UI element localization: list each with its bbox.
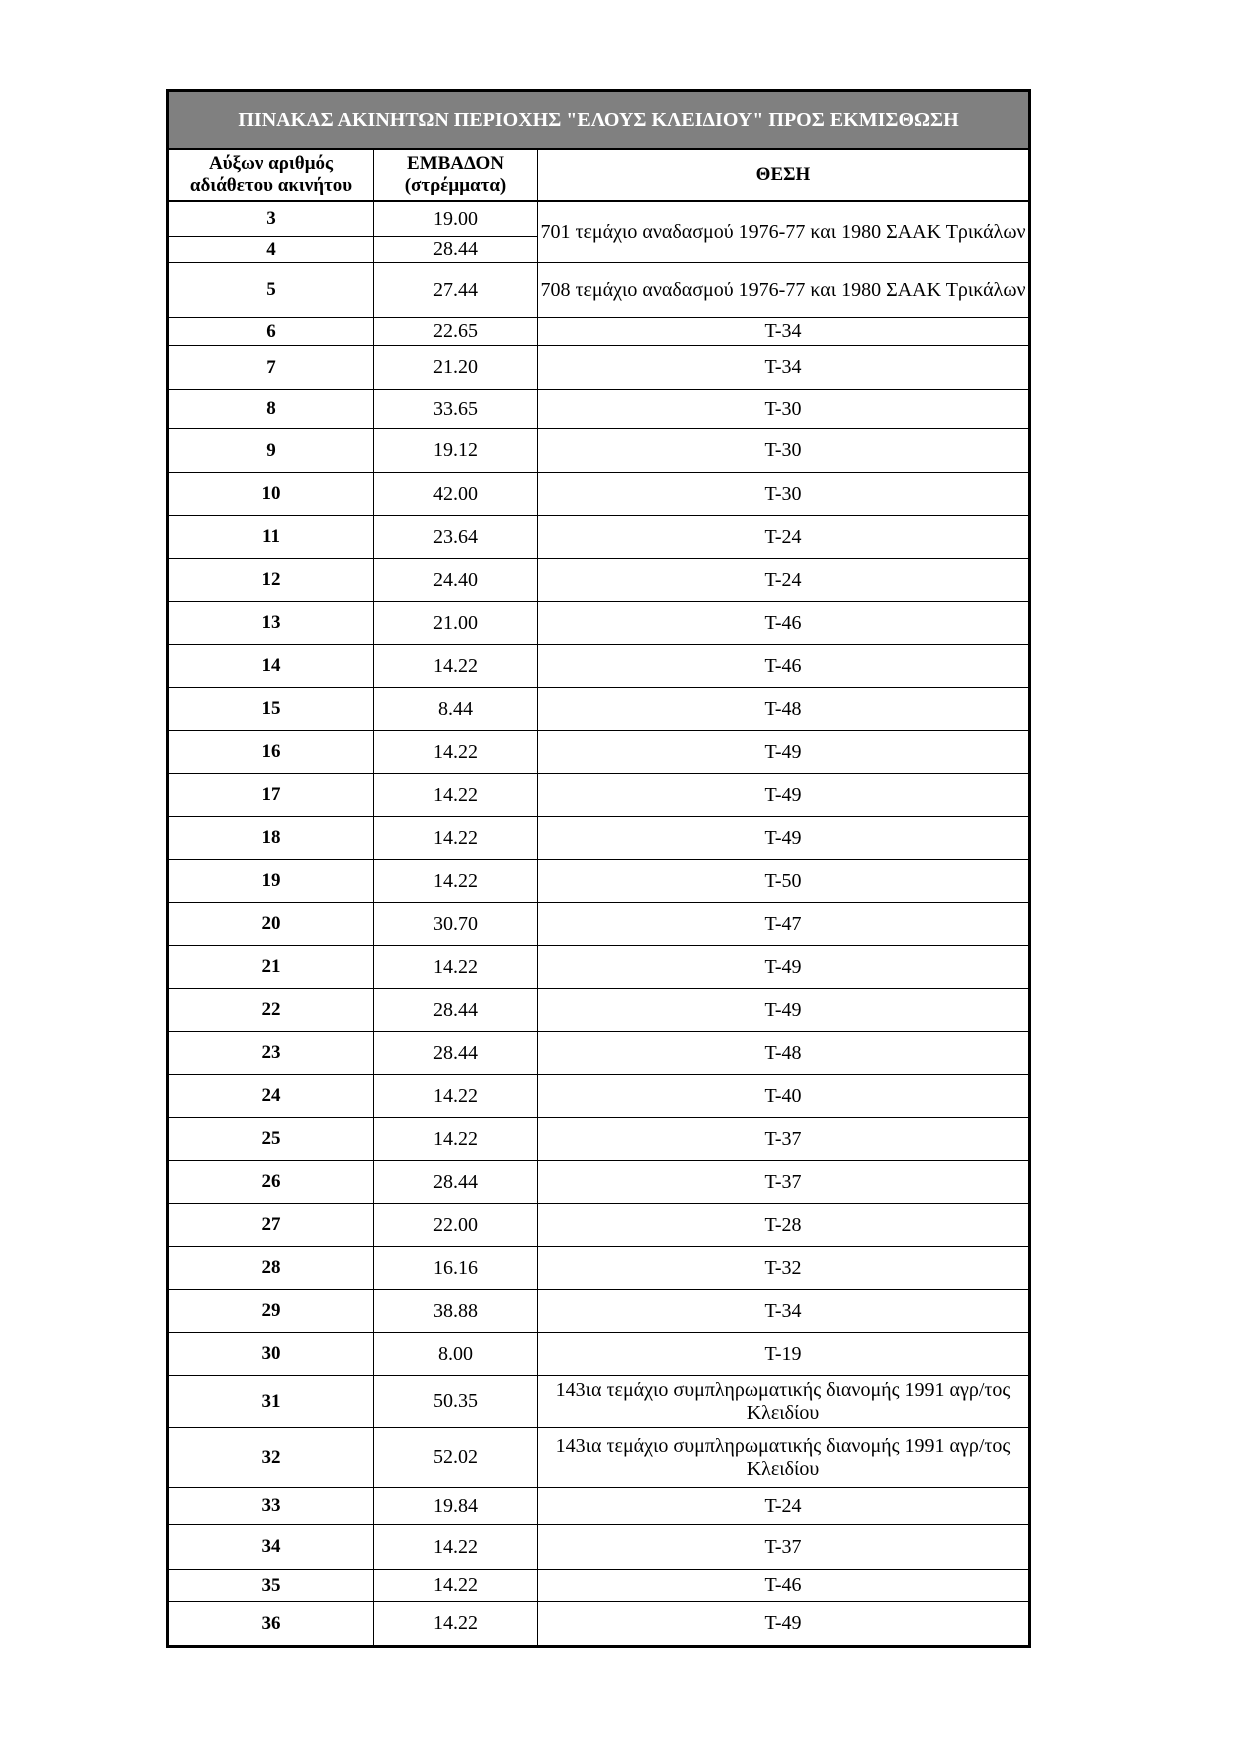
area-cell: 14.22 (374, 1602, 538, 1647)
table-row (168, 559, 1030, 602)
location-cell: Τ-30 (538, 429, 1030, 473)
location-cell: Τ-24 (538, 516, 1030, 559)
location-cell: 708 τεμάχιο αναδασμού 1976-77 και 1980 ΣΑΑΚ Τρικάλων (538, 263, 1030, 318)
document-page (166, 89, 1028, 1648)
header-area-line-2: (στρέμματα) (404, 174, 507, 196)
location-cell: Τ-49 (538, 1602, 1030, 1647)
table-row (168, 1032, 1030, 1075)
area-cell: 52.02 (374, 1428, 538, 1488)
location-cell: Τ-49 (538, 817, 1030, 860)
row-number-cell: 16 (168, 731, 374, 774)
area-cell: 28.44 (374, 237, 538, 263)
table-row (168, 1333, 1030, 1376)
row-number-cell: 34 (168, 1525, 374, 1570)
area-cell: 27.44 (374, 263, 538, 318)
row-number-cell: 7 (168, 346, 374, 390)
area-cell: 24.40 (374, 559, 538, 602)
area-cell: 28.44 (374, 1161, 538, 1204)
location-cell: Τ-48 (538, 1032, 1030, 1075)
area-cell: 14.22 (374, 1525, 538, 1570)
location-cell: Τ-34 (538, 318, 1030, 346)
row-number-cell: 11 (168, 516, 374, 559)
row-number-cell: 26 (168, 1161, 374, 1204)
location-cell: Τ-48 (538, 688, 1030, 731)
row-number-cell: 27 (168, 1204, 374, 1247)
area-cell: 8.44 (374, 688, 538, 731)
location-cell: Τ-37 (538, 1161, 1030, 1204)
location-cell: Τ-34 (538, 1290, 1030, 1333)
table-header-row (168, 149, 1030, 201)
table-row (168, 946, 1030, 989)
table-row (168, 989, 1030, 1032)
table-row (168, 1570, 1030, 1602)
area-cell: 50.35 (374, 1376, 538, 1428)
area-cell: 14.22 (374, 645, 538, 688)
area-cell: 14.22 (374, 774, 538, 817)
row-number-cell: 8 (168, 390, 374, 429)
area-cell: 16.16 (374, 1247, 538, 1290)
table-body (168, 201, 1030, 1647)
row-number-cell: 28 (168, 1247, 374, 1290)
header-area-line-1: ΕΜΒΑΔΟΝ (407, 153, 504, 175)
table-row (168, 903, 1030, 946)
row-number-cell: 12 (168, 559, 374, 602)
location-cell: Τ-24 (538, 559, 1030, 602)
area-cell: 33.65 (374, 390, 538, 429)
row-number-cell: 36 (168, 1602, 374, 1647)
table-row (168, 860, 1030, 903)
row-number-cell: 23 (168, 1032, 374, 1075)
location-cell: Τ-32 (538, 1247, 1030, 1290)
header-number-line-1: Αύξων αριθμός (208, 153, 334, 175)
table-row (168, 429, 1030, 473)
location-cell: 143ια τεμάχιο συμπληρωματικής διανομής 1991 αγρ/τος Κλειδίου (538, 1428, 1030, 1488)
location-cell: 701 τεμάχιο αναδασμού 1976-77 και 1980 ΣΑΑΚ Τρικάλων (538, 201, 1030, 263)
location-cell: Τ-49 (538, 774, 1030, 817)
area-cell: 19.84 (374, 1488, 538, 1525)
location-cell: Τ-34 (538, 346, 1030, 390)
table-row (168, 346, 1030, 390)
row-number-cell: 4 (168, 237, 374, 263)
table-row (168, 390, 1030, 429)
row-number-cell: 32 (168, 1428, 374, 1488)
location-cell: Τ-40 (538, 1075, 1030, 1118)
row-number-cell: 25 (168, 1118, 374, 1161)
row-number-cell: 9 (168, 429, 374, 473)
row-number-cell: 19 (168, 860, 374, 903)
table-row (168, 1488, 1030, 1525)
row-number-cell: 20 (168, 903, 374, 946)
table-row (168, 318, 1030, 346)
row-number-cell: 31 (168, 1376, 374, 1428)
location-cell: Τ-46 (538, 602, 1030, 645)
area-cell: 22.00 (374, 1204, 538, 1247)
area-cell: 14.22 (374, 1570, 538, 1602)
table-row (168, 602, 1030, 645)
row-number-cell: 17 (168, 774, 374, 817)
table-title: ΠΙΝΑΚΑΣ ΑΚΙΝΗΤΩΝ ΠΕΡΙΟΧΗΣ "ΕΛΟΥΣ ΚΛΕΙΔΙΟΥ" ΠΡΟΣ ΕΚΜΙΣΘΩΣΗ (168, 91, 1030, 149)
row-number-cell: 13 (168, 602, 374, 645)
row-number-cell: 18 (168, 817, 374, 860)
table-row (168, 1075, 1030, 1118)
table-row (168, 1290, 1030, 1333)
area-cell: 23.64 (374, 516, 538, 559)
table-row (168, 263, 1030, 318)
row-number-cell: 21 (168, 946, 374, 989)
location-cell: Τ-46 (538, 1570, 1030, 1602)
area-cell: 21.00 (374, 602, 538, 645)
table-row (168, 1204, 1030, 1247)
area-cell: 14.22 (374, 817, 538, 860)
table-row (168, 201, 1030, 237)
row-number-cell: 14 (168, 645, 374, 688)
location-cell: Τ-47 (538, 903, 1030, 946)
location-cell: Τ-37 (538, 1525, 1030, 1570)
table-row (168, 645, 1030, 688)
area-cell: 30.70 (374, 903, 538, 946)
row-number-cell: 15 (168, 688, 374, 731)
location-cell: Τ-19 (538, 1333, 1030, 1376)
header-number-line-2: αδιάθετου ακινήτου (189, 174, 353, 196)
table-row (168, 1376, 1030, 1428)
area-cell: 21.20 (374, 346, 538, 390)
location-cell: Τ-37 (538, 1118, 1030, 1161)
location-cell: Τ-49 (538, 989, 1030, 1032)
area-cell: 42.00 (374, 473, 538, 516)
area-cell: 38.88 (374, 1290, 538, 1333)
table-row (168, 774, 1030, 817)
row-number-cell: 6 (168, 318, 374, 346)
row-number-cell: 22 (168, 989, 374, 1032)
area-cell: 28.44 (374, 989, 538, 1032)
table-row (168, 688, 1030, 731)
table-row (168, 1118, 1030, 1161)
header-location: ΘΕΣΗ (538, 149, 1030, 201)
header-number (168, 149, 374, 201)
location-cell: Τ-30 (538, 390, 1030, 429)
row-number-cell: 29 (168, 1290, 374, 1333)
area-cell: 28.44 (374, 1032, 538, 1075)
row-number-cell: 30 (168, 1333, 374, 1376)
area-cell: 14.22 (374, 946, 538, 989)
row-number-cell: 10 (168, 473, 374, 516)
location-cell: Τ-24 (538, 1488, 1030, 1525)
table-row (168, 1602, 1030, 1647)
row-number-cell: 24 (168, 1075, 374, 1118)
location-cell: Τ-49 (538, 731, 1030, 774)
table-row (168, 1525, 1030, 1570)
table-row (168, 1247, 1030, 1290)
area-cell: 8.00 (374, 1333, 538, 1376)
table-row (168, 473, 1030, 516)
table-row (168, 817, 1030, 860)
location-cell: Τ-49 (538, 946, 1030, 989)
table-row (168, 516, 1030, 559)
area-cell: 22.65 (374, 318, 538, 346)
row-number-cell: 35 (168, 1570, 374, 1602)
area-cell: 14.22 (374, 731, 538, 774)
location-cell: Τ-50 (538, 860, 1030, 903)
properties-table (166, 89, 1031, 1648)
location-cell: 143ια τεμάχιο συμπληρωματικής διανομής 1991 αγρ/τος Κλειδίου (538, 1376, 1030, 1428)
header-area (374, 149, 538, 201)
location-cell: Τ-28 (538, 1204, 1030, 1247)
row-number-cell: 3 (168, 201, 374, 237)
row-number-cell: 33 (168, 1488, 374, 1525)
area-cell: 14.22 (374, 1075, 538, 1118)
table-row (168, 731, 1030, 774)
location-cell: Τ-30 (538, 473, 1030, 516)
location-cell: Τ-46 (538, 645, 1030, 688)
area-cell: 14.22 (374, 860, 538, 903)
table-row (168, 1161, 1030, 1204)
area-cell: 19.00 (374, 201, 538, 237)
table-row (168, 1428, 1030, 1488)
table-title-row (168, 91, 1030, 149)
area-cell: 19.12 (374, 429, 538, 473)
row-number-cell: 5 (168, 263, 374, 318)
area-cell: 14.22 (374, 1118, 538, 1161)
